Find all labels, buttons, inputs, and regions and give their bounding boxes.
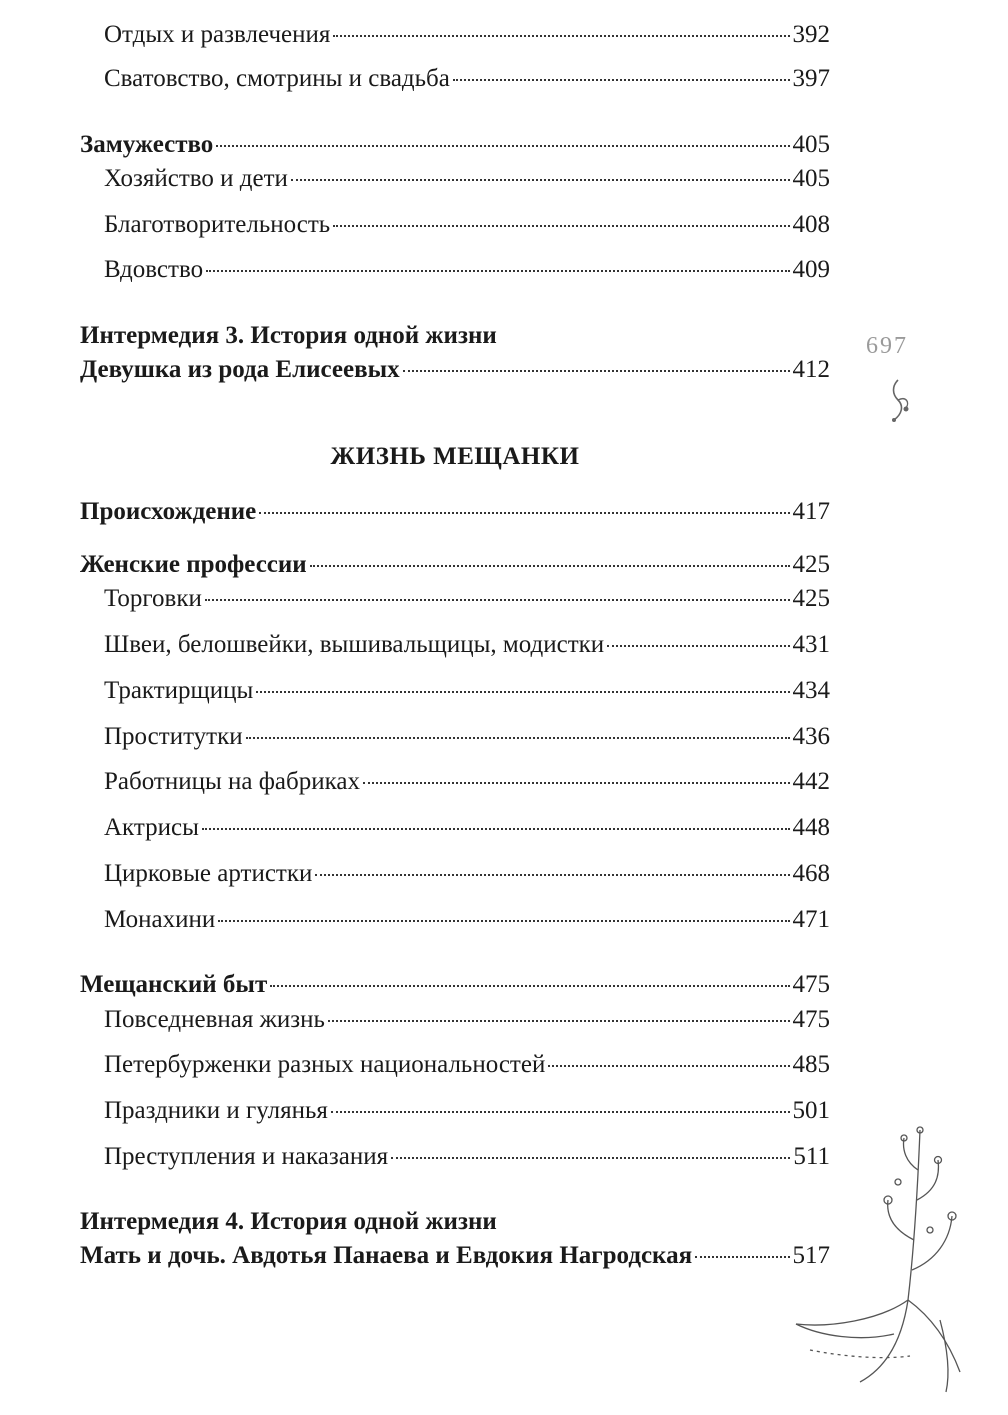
toc-chapter-title: Девушка из рода Елисеевых [80,356,400,383]
toc-entry-title: Швеи, белошвейки, вышивальщицы, модистки [104,631,605,658]
toc-entry-page: 408 [792,211,830,238]
toc-entry[interactable] [104,20,830,50]
dot-leader [403,370,790,372]
toc-entry-page: 448 [792,814,830,841]
toc-entry[interactable] [104,1142,830,1172]
toc-entry-page: 475 [792,1006,830,1033]
toc-entry-page: 501 [792,1097,830,1124]
dot-leader [363,782,790,784]
toc-entry-title: Актрисы [104,814,199,841]
dot-leader [218,920,789,922]
dot-leader [205,599,790,601]
dot-leader [310,565,790,567]
interlude-heading: Интермедия 4. История одной жизни [80,1208,497,1235]
toc-entry[interactable] [104,630,830,660]
toc-chapter[interactable] [80,550,830,580]
toc-chapter-page: 412 [792,356,830,383]
dot-leader [328,1020,790,1022]
page-number: 697 [866,333,908,359]
interlude-heading: Интермедия 3. История одной жизни [80,322,497,349]
toc-entry[interactable] [104,1005,830,1035]
dot-leader [256,691,789,693]
toc-entry-title: Трактирщицы [104,677,254,704]
flower-illustration-icon [790,1120,970,1405]
dot-leader [202,828,790,830]
dot-leader [607,645,789,647]
dot-leader [453,79,790,81]
toc-entry[interactable] [104,210,830,240]
dot-leader [246,737,790,739]
dot-leader [391,1157,790,1159]
section-heading: ЖИЗНЬ МЕЩАНКИ [330,443,580,470]
toc-entry-page: 392 [792,21,830,48]
toc-entry-title: Петербурженки разных национальностей [104,1051,546,1078]
toc-entry[interactable] [104,255,830,285]
floral-ornament-icon [878,376,918,431]
toc-chapter-title: Замужество [80,131,214,158]
toc-entry[interactable] [104,905,830,935]
dot-leader [315,874,789,876]
toc-chapter-page: 417 [792,498,830,525]
toc-chapter-page: 475 [792,971,830,998]
dot-leader [216,145,789,147]
dot-leader [270,985,789,987]
toc-entry-title: Благотворительность [104,211,331,238]
toc-chapter-page: 517 [792,1242,830,1269]
dot-leader [695,1256,789,1258]
toc-entry[interactable] [104,164,830,194]
toc-entry-title: Монахини [104,906,216,933]
toc-entry[interactable] [104,859,830,889]
toc-entry-page: 471 [792,906,830,933]
toc-entry-title: Работницы на фабриках [104,768,360,795]
dot-leader [548,1065,789,1067]
toc-entry-page: 405 [792,165,830,192]
toc-entry-page: 409 [792,256,830,283]
toc-entry-title: Проститутки [104,723,243,750]
toc-entry-title: Отдых и развлечения [104,21,331,48]
dot-leader [333,35,789,37]
toc-chapter[interactable] [80,130,830,160]
toc-entry-page: 511 [793,1143,830,1170]
toc-entry-title: Преступления и наказания [104,1143,389,1170]
toc-entry-page: 468 [792,860,830,887]
toc-chapter-page: 405 [792,131,830,158]
toc-entry-title: Вдовство [104,256,204,283]
toc-chapter-title: Мать и дочь. Авдотья Панаева и Евдокия Нагродская [80,1242,693,1269]
toc-entry-page: 434 [792,677,830,704]
dot-leader [259,512,789,514]
toc-entry[interactable] [104,676,830,706]
toc-entry-page: 425 [792,585,830,612]
toc-entry[interactable] [104,722,830,752]
toc-entry-title: Торговки [104,585,202,612]
toc-entry-page: 442 [792,768,830,795]
dot-leader [331,1111,790,1113]
toc-chapter[interactable] [80,355,830,385]
toc-entry[interactable] [104,767,830,797]
toc-chapter-title: Женские профессии [80,551,307,578]
toc-entry-title: Повседневная жизнь [104,1006,325,1033]
toc-entry[interactable] [104,64,830,94]
toc-chapter[interactable] [80,1241,830,1271]
toc-chapter[interactable] [80,970,830,1000]
toc-entry-title: Цирковые артистки [104,860,313,887]
toc-entry-page: 397 [792,65,830,92]
toc-chapter[interactable] [80,497,830,527]
toc-entry-title: Хозяйство и дети [104,165,288,192]
dot-leader [206,270,789,272]
dot-leader [291,179,790,181]
toc-chapter-title: Мещанский быт [80,971,268,998]
toc-chapter-title: Происхождение [80,498,257,525]
toc-chapter-page: 425 [792,551,830,578]
toc-entry-title: Праздники и гулянья [104,1097,328,1124]
toc-entry-title: Сватовство, смотрины и свадьба [104,65,450,92]
toc-entry-page: 436 [792,723,830,750]
toc-entry-page: 485 [792,1051,830,1078]
toc-entry[interactable] [104,584,830,614]
dot-leader [333,225,789,227]
toc-entry[interactable] [104,1096,830,1126]
toc-entry-page: 431 [792,631,830,658]
toc-entry[interactable] [104,813,830,843]
toc-entry[interactable] [104,1050,830,1080]
